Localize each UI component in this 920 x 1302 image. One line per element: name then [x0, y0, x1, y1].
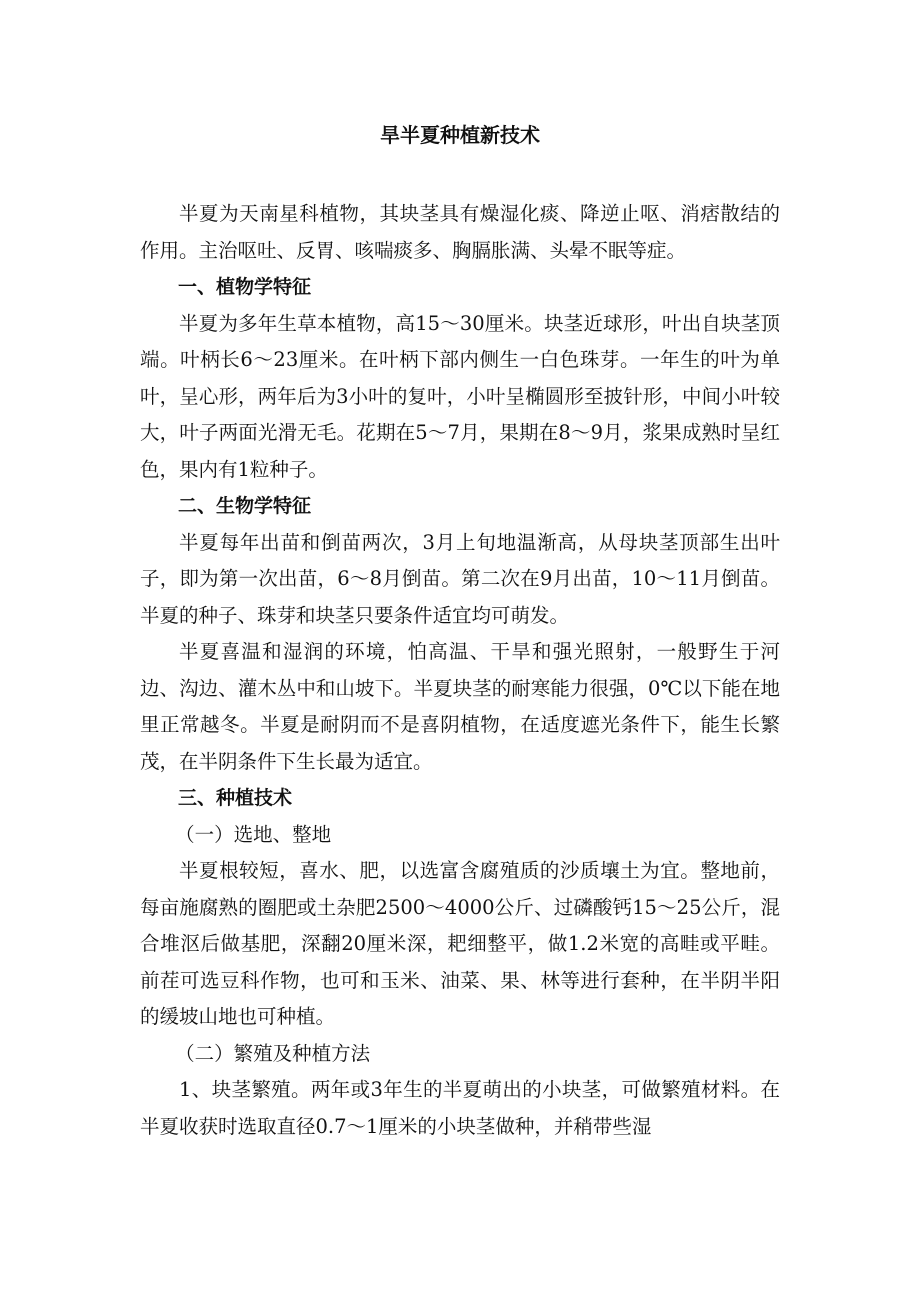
body-paragraph: 半夏为天南星科植物，其块茎具有燥湿化痰、降逆止呕、消痞散结的作用。主治呕吐、反胃、咳喘痰多、胸膈胀满、头晕不眠等症。	[140, 202, 780, 262]
subsection-heading: （一）选地、整地	[175, 822, 332, 846]
subsection-heading: （二）繁殖及种植方法	[175, 1041, 371, 1065]
body-paragraph: 半夏为多年生草本植物，高15～30厘米。块茎近球形，叶出自块茎顶端。叶柄长6～23厘米。在叶柄下部内侧生一白色珠芽。一年生的叶为单叶，呈心形，两年后为3小叶的复叶，小叶呈椭圆形至披针形，中间小叶较大，叶子两面光滑无毛。花期在5～7月，果期在8～9月，浆果成熟时呈红色，果内有1粒种子。	[140, 311, 780, 481]
body-paragraph: 半夏根较短，喜水、肥，以选富含腐殖质的沙质壤土为宜。整地前，每亩施腐熟的圈肥或土杂肥2500～4000公斤、过磷酸钙15～25公斤，混合堆沤后做基肥，深翻20厘米深，耙细整平，做1.2米宽的高畦或平畦。前茬可选豆科作物，也可和玉米、油菜、果、林等进行套种，在半阴半阳的缓坡山地也可种植。	[140, 859, 780, 1028]
body-paragraph: 半夏每年出苗和倒苗两次，3月上旬地温渐高，从母块茎顶部生出叶子，即为第一次出苗，6～8月倒苗。第二次在9月出苗，10～11月倒苗。半夏的种子、珠芽和块茎只要条件适宜均可萌发。	[140, 530, 780, 627]
section-heading: 一、植物学特征	[178, 276, 312, 298]
body-paragraph: 半夏喜温和湿润的环境，怕高温、干旱和强光照射，一般野生于河边、沟边、灌木丛中和山坡下。半夏块茎的耐寒能力很强，0℃以下能在地里正常越冬。半夏是耐阴而不是喜阴植物，在适度遮光条件下，能生长繁茂，在半阴条件下生长最为适宜。	[140, 640, 780, 773]
body-paragraph: 1、块茎繁殖。两年或3年生的半夏萌出的小块茎，可做繁殖材料。在半夏收获时选取直径0.7～1厘米的小块茎做种，并稍带些湿	[140, 1078, 780, 1138]
document-title: 旱半夏种植新技术	[380, 123, 540, 147]
document-body	[140, 196, 780, 1145]
section-heading: 二、生物学特征	[178, 495, 312, 517]
section-heading: 三、种植技术	[178, 787, 293, 809]
